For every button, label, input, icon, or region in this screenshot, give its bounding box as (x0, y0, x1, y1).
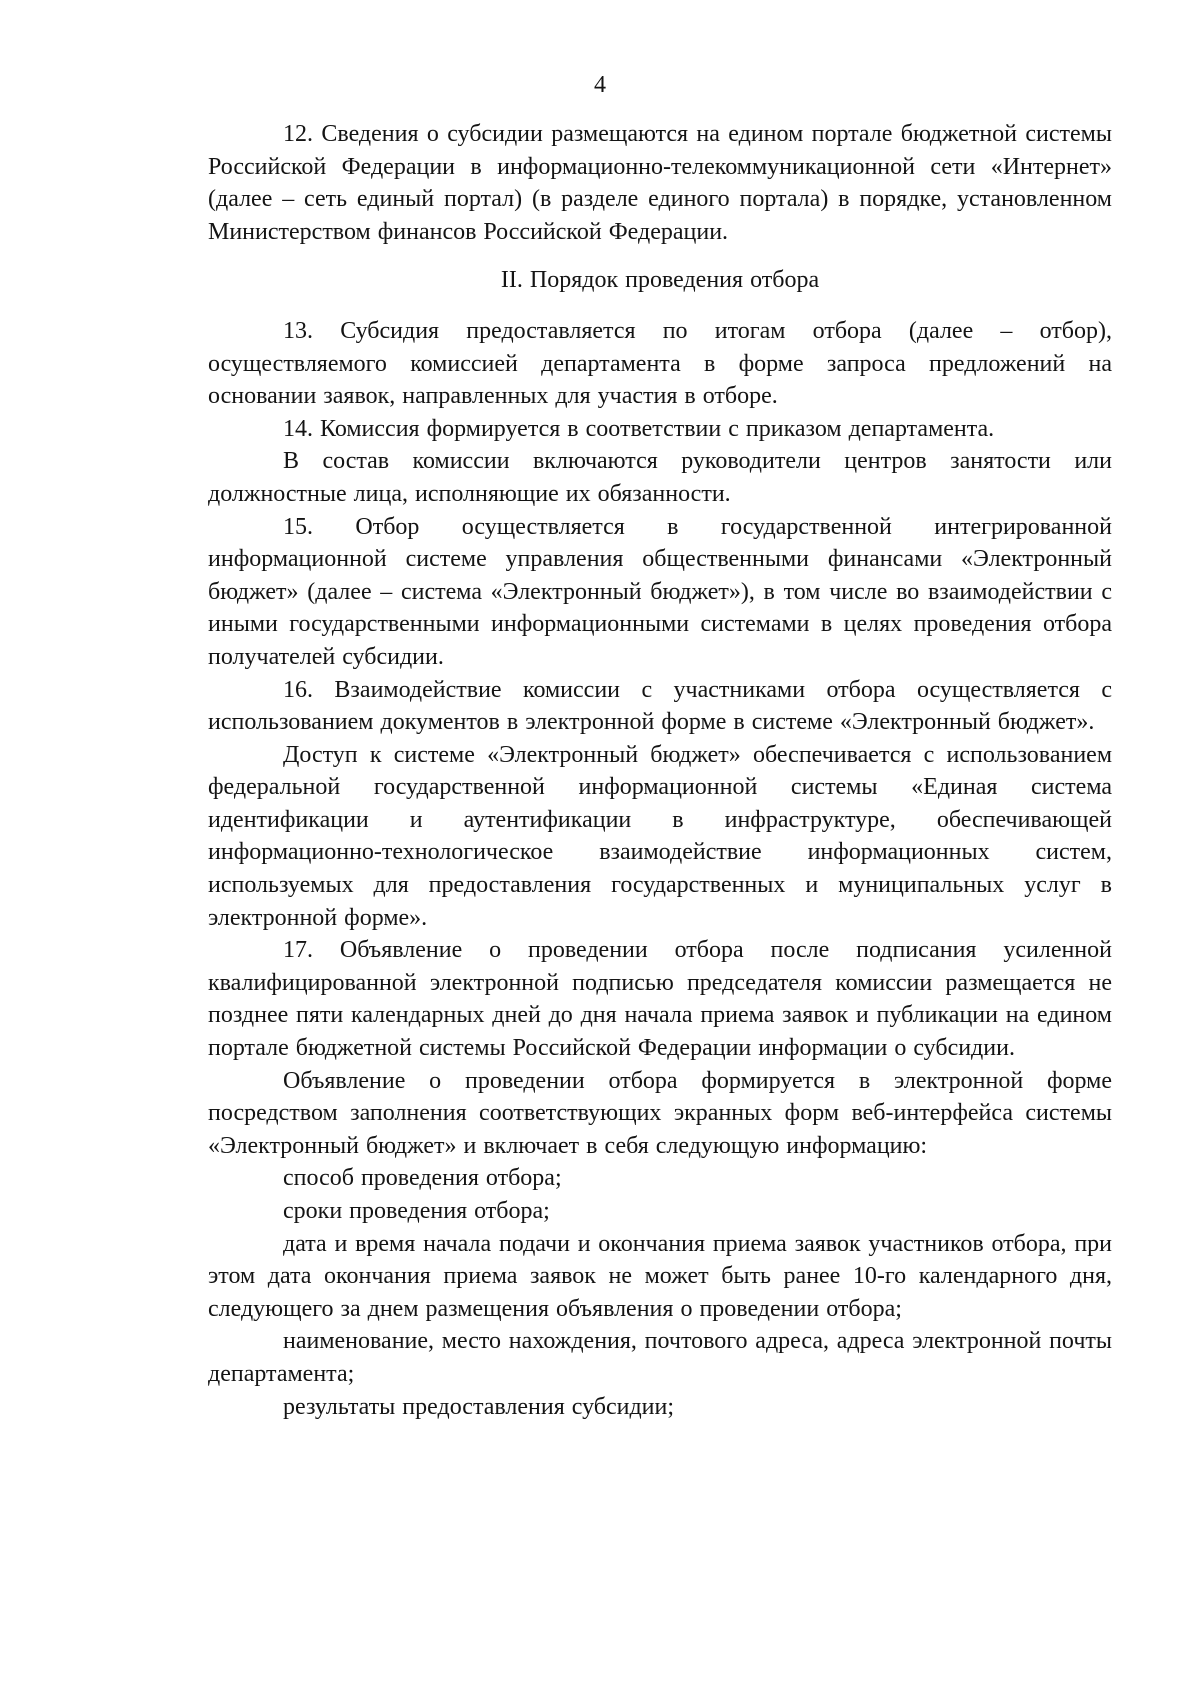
paragraph-17: 17. Объявление о проведении отбора после подписания усиленной квалифицированной электронной подписью председателя комиссии размещается не позднее пяти календарных дней до дня начала приема заявок и публикации на едином портале бюджетной системы Российской Федерации информации о субсидии. (208, 937, 1112, 1062)
document-body (208, 118, 1112, 1423)
paragraph-15: 15. Отбор осуществляется в государственной интегрированной информационной системе управления общественными финансами «Электронный бюджет» (далее – система «Электронный бюджет»), в том числе во взаимодействии с иными государственными информационными системами в целях проведения отбора получателей субсидии. (208, 513, 1112, 670)
paragraph-12: 12. Сведения о субсидии размещаются на едином портале бюджетной системы Российской Федерации в информационно-телекоммуникационной сети «Интернет» (далее – сеть единый портал) (в разделе единого портала) в порядке, установленном Министерством финансов Российской Федерации. (208, 121, 1112, 245)
paragraph-14-commission: В состав комиссии включаются руководители центров занятости или должностные лица, исполняющие их обязанности. (208, 448, 1112, 507)
list-item-application-dates: дата и время начала подачи и окончания приема заявок участников отбора, при этом дата окончания приема заявок не может быть ранее 10-го календарного дня, следующего за днем размещения объявления о проведении отбора; (208, 1230, 1112, 1322)
paragraph-14: 14. Комиссия формируется в соответствии с приказом департамента. (283, 415, 995, 442)
section-heading: II. Порядок проведения отбора (500, 267, 820, 294)
list-item-selection-method: способ проведения отбора; (283, 1165, 562, 1192)
paragraph-16-access: Доступ к системе «Электронный бюджет» обеспечивается с использованием федеральной государственной информационной системы «Единая система идентификации и аутентификации в инфраструктуре, обеспечивающей информационно-технологическое взаимодействие информационных систем, используемых для предоставления государственных и муниципальных услуг в электронной форме». (208, 741, 1112, 931)
paragraph-17-announcement: Объявление о проведении отбора формируется в электронной форме посредством заполнения соответствующих экранных форм веб-интерфейса системы «Электронный бюджет» и включает в себя следующую информацию: (208, 1067, 1112, 1159)
list-item-department-address: наименование, место нахождения, почтового адреса, адреса электронной почты департамента; (208, 1328, 1112, 1387)
page-number: 4 (594, 72, 606, 98)
list-item-selection-terms: сроки проведения отбора; (283, 1198, 550, 1224)
paragraph-13: 13. Субсидия предоставляется по итогам отбора (далее – отбор), осуществляемого комиссией департамента в форме запроса предложений на основании заявок, направленных для участия в отборе. (208, 317, 1112, 410)
list-item-subsidy-results: результаты предоставления субсидии; (283, 1393, 675, 1420)
paragraph-16: 16. Взаимодействие комиссии с участниками отбора осуществляется с использованием документов в электронной форме в системе «Электронный бюджет». (208, 676, 1112, 736)
